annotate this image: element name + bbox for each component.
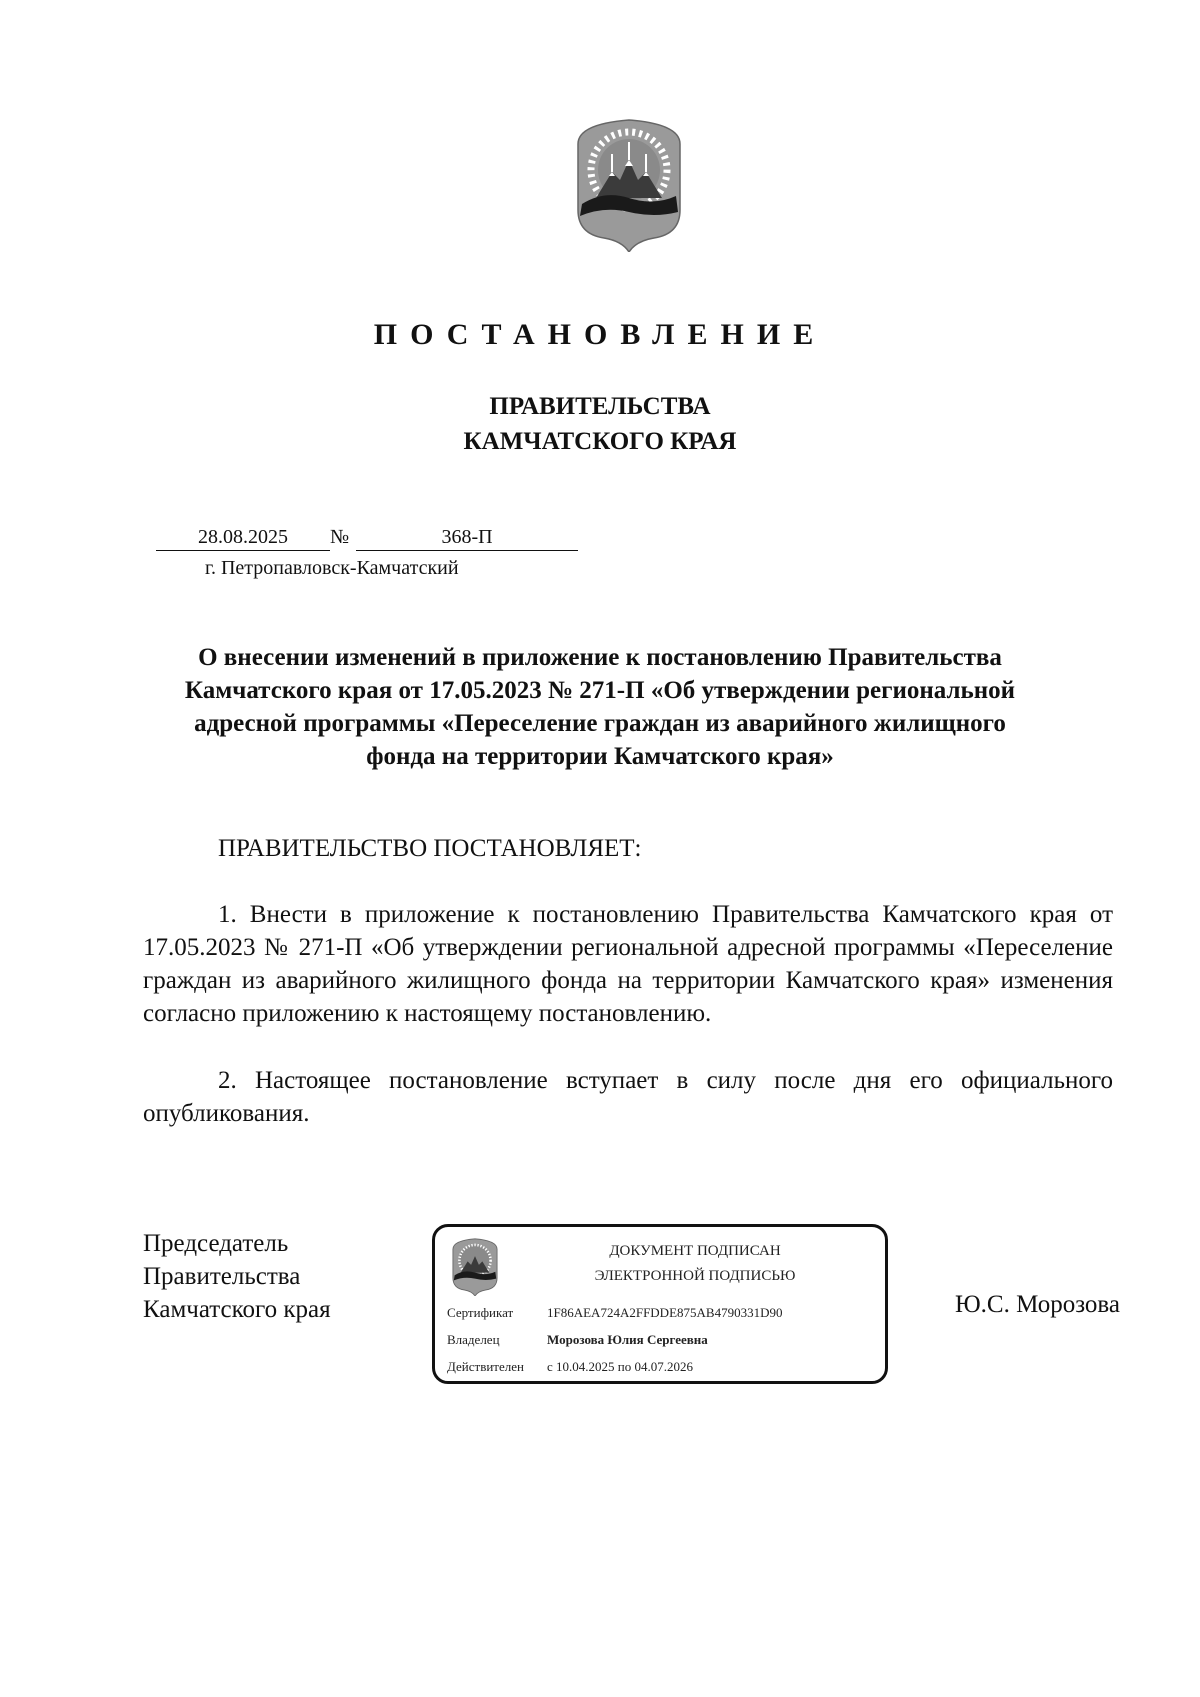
number-sign: № xyxy=(330,526,350,548)
stamp-heading-line-1: ДОКУМЕНТ ПОДПИСАН xyxy=(609,1243,781,1259)
stamp-owner-label: Владелец xyxy=(447,1332,500,1347)
stamp-emblem-icon xyxy=(451,1238,499,1296)
resolves-heading: ПРАВИТЕЛЬСТВО ПОСТАНОВЛЯЕТ: xyxy=(218,835,642,862)
signer-position xyxy=(143,1227,331,1326)
stamp-heading xyxy=(525,1239,865,1289)
document-type-heading: ПОСТАНОВЛЕНИЕ xyxy=(373,318,827,351)
signer-position-line-2: Правительства xyxy=(143,1263,301,1290)
stamp-validity-label: Действителен xyxy=(447,1359,524,1374)
paragraph-1: 1. Внести в приложение к постановлению Правительства Камчатского края от 17.05.2023 № 271-П «Об утверждении региональной адресной программы «Переселение граждан из аварийного жилищного фонда на территории Камчатского края» изменения согласно приложению к настоящему постановлению. xyxy=(143,901,1113,1027)
stamp-certificate-value: 1F86AEA724A2FFDDE875AB4790331D90 xyxy=(547,1305,783,1320)
document-title xyxy=(140,641,1060,773)
issuer-heading xyxy=(0,389,1200,459)
title-line-3: адресной программы «Переселение граждан из аварийного жилищного xyxy=(194,710,1006,737)
signer-name: Ю.С. Морозова xyxy=(954,1291,1120,1318)
signer-position-line-3: Камчатского края xyxy=(143,1296,331,1323)
document-city: г. Петропавловск-Камчатский xyxy=(205,557,459,579)
signer-position-line-1: Председатель xyxy=(143,1230,289,1257)
coat-of-arms-icon xyxy=(574,118,684,252)
stamp-certificate-row xyxy=(447,1305,782,1321)
stamp-certificate-label: Сертификат xyxy=(447,1305,514,1320)
electronic-signature-stamp xyxy=(432,1224,888,1384)
document-date: 28.08.2025 xyxy=(156,524,330,551)
document-number: 368-П xyxy=(356,524,578,551)
title-line-4: фонда на территории Камчатского края» xyxy=(366,743,834,770)
paragraph-2: 2. Настоящее постановление вступает в силу после дня его официального опубликования. xyxy=(143,1067,1113,1127)
stamp-owner-row xyxy=(447,1332,708,1348)
stamp-owner-value: Морозова Юлия Сергеевна xyxy=(547,1332,708,1347)
stamp-heading-line-2: ЭЛЕКТРОННОЙ ПОДПИСЬЮ xyxy=(594,1268,796,1284)
stamp-validity-value: с 10.04.2025 по 04.07.2026 xyxy=(547,1359,693,1374)
stamp-validity-row xyxy=(447,1359,693,1375)
title-line-1: О внесении изменений в приложение к постановлению Правительства xyxy=(198,644,1002,671)
issuer-line-1: ПРАВИТЕЛЬСТВА xyxy=(489,393,711,420)
issuer-line-2: КАМЧАТСКОГО КРАЯ xyxy=(463,428,737,455)
title-line-2: Камчатского края от 17.05.2023 № 271-П «Об утверждении региональной xyxy=(184,677,1016,704)
